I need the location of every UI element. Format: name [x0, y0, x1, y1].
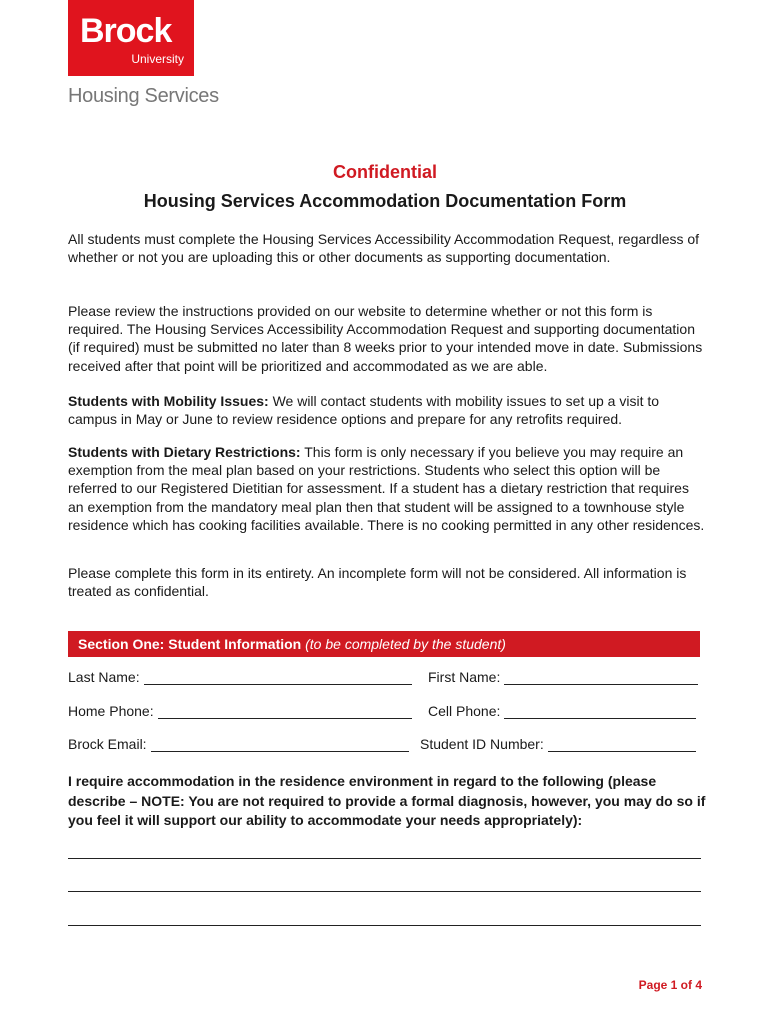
cell-phone-field[interactable] [428, 703, 696, 719]
answer-line-2[interactable] [68, 891, 701, 892]
dietary-paragraph [68, 443, 708, 534]
section-one-subtitle: (to be completed by the student) [305, 636, 506, 652]
brock-email-input-line[interactable] [151, 737, 409, 752]
cell-phone-label: Cell Phone: [428, 703, 501, 719]
page-number: Page 1 of 4 [638, 978, 702, 992]
mobility-text: We will contact students with mobility issues to set up a visit to campus in May or June to review residence options and prepare for any retrofits required. [68, 393, 660, 428]
answer-line-1[interactable] [68, 858, 701, 859]
home-phone-label: Home Phone: [68, 703, 154, 719]
answer-line-3[interactable] [68, 925, 701, 926]
brock-email-label: Brock Email: [68, 736, 147, 752]
completion-paragraph: Please complete this form in its entirety. An incomplete form will not be considered. All information is treated as confidential. [68, 565, 687, 600]
student-id-field[interactable] [420, 736, 696, 752]
home-phone-field[interactable] [68, 703, 412, 719]
instructions-paragraph: Please review the instructions provided on our website to determine whether or not this form is required. The Housing Services Accessibility Accommodation Request and supporting documentation (if required) must be submitted no later than 8 weeks prior to your intended move in date. Submissions received after that point will be prioritized and accommodated as we are able. [68, 303, 703, 374]
last-name-field[interactable] [68, 669, 412, 685]
first-name-input-line[interactable] [504, 670, 698, 685]
accommodation-prompt: I require accommodation in the residence environment in regard to the following (please describe – NOTE: You are not required to provide a formal diagnosis, however, you may do so if you feel it will support our ability to accommodate your needs appropriately): [68, 773, 706, 828]
first-name-label: First Name: [428, 669, 501, 685]
student-id-input-line[interactable] [548, 737, 696, 752]
department-name: Housing Services [68, 85, 219, 107]
last-name-label: Last Name: [68, 669, 140, 685]
first-name-field[interactable] [428, 669, 698, 685]
home-phone-input-line[interactable] [158, 704, 412, 719]
section-one-header [68, 631, 700, 657]
confidential-heading: Confidential [333, 162, 437, 182]
form-title: Housing Services Accommodation Documentation Form [143, 191, 627, 211]
mobility-paragraph [68, 392, 708, 428]
student-id-label: Student ID Number: [420, 736, 544, 752]
logo-wordmark: Brock [80, 12, 172, 50]
dietary-text: This form is only necessary if you believe you may require an exemption from the meal plan based on your restrictions. Students who select this option will be referred to our Registered Dietitian for assessment. If a student has a dietary restriction that requires an exemption from the mandatory meal plan then that student will be assigned to a townhouse style residence which has cooking facilities available. There is no cooking permitted in any other residences. [68, 444, 705, 533]
brock-logo [68, 0, 194, 76]
logo-subtitle: University [131, 52, 184, 66]
intro-paragraph: All students must complete the Housing Services Accessibility Accommodation Request, regardless of whether or not you are uploading this or other documents as supporting documentation. [68, 231, 700, 266]
dietary-label: Students with Dietary Restrictions: [68, 444, 301, 460]
section-one-title: Section One: Student Information [78, 636, 302, 652]
last-name-input-line[interactable] [144, 670, 412, 685]
mobility-label: Students with Mobility Issues: [68, 393, 269, 409]
cell-phone-input-line[interactable] [504, 704, 696, 719]
brock-email-field[interactable] [68, 736, 409, 752]
